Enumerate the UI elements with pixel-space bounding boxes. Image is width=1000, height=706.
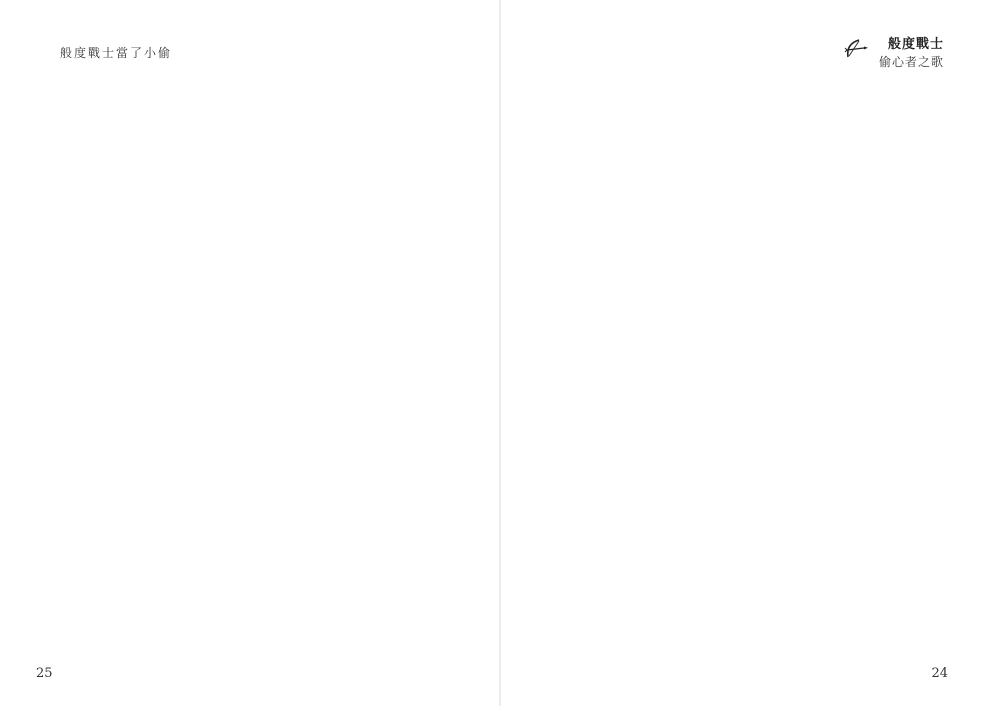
page-gutter <box>499 0 501 706</box>
bow-and-arrow-icon <box>843 36 869 66</box>
series-subtitle: 偷心者之歌 <box>878 54 944 69</box>
bow-and-arrow-icon-svg <box>843 36 869 62</box>
right-page-number: 24 <box>931 666 948 681</box>
left-page-number: 25 <box>36 666 53 681</box>
left-running-header: 般度戰士當了小偷 <box>60 46 173 60</box>
right-header-titles <box>879 36 944 70</box>
series-title: 般度戰士 <box>887 37 944 52</box>
right-running-header <box>843 36 944 70</box>
